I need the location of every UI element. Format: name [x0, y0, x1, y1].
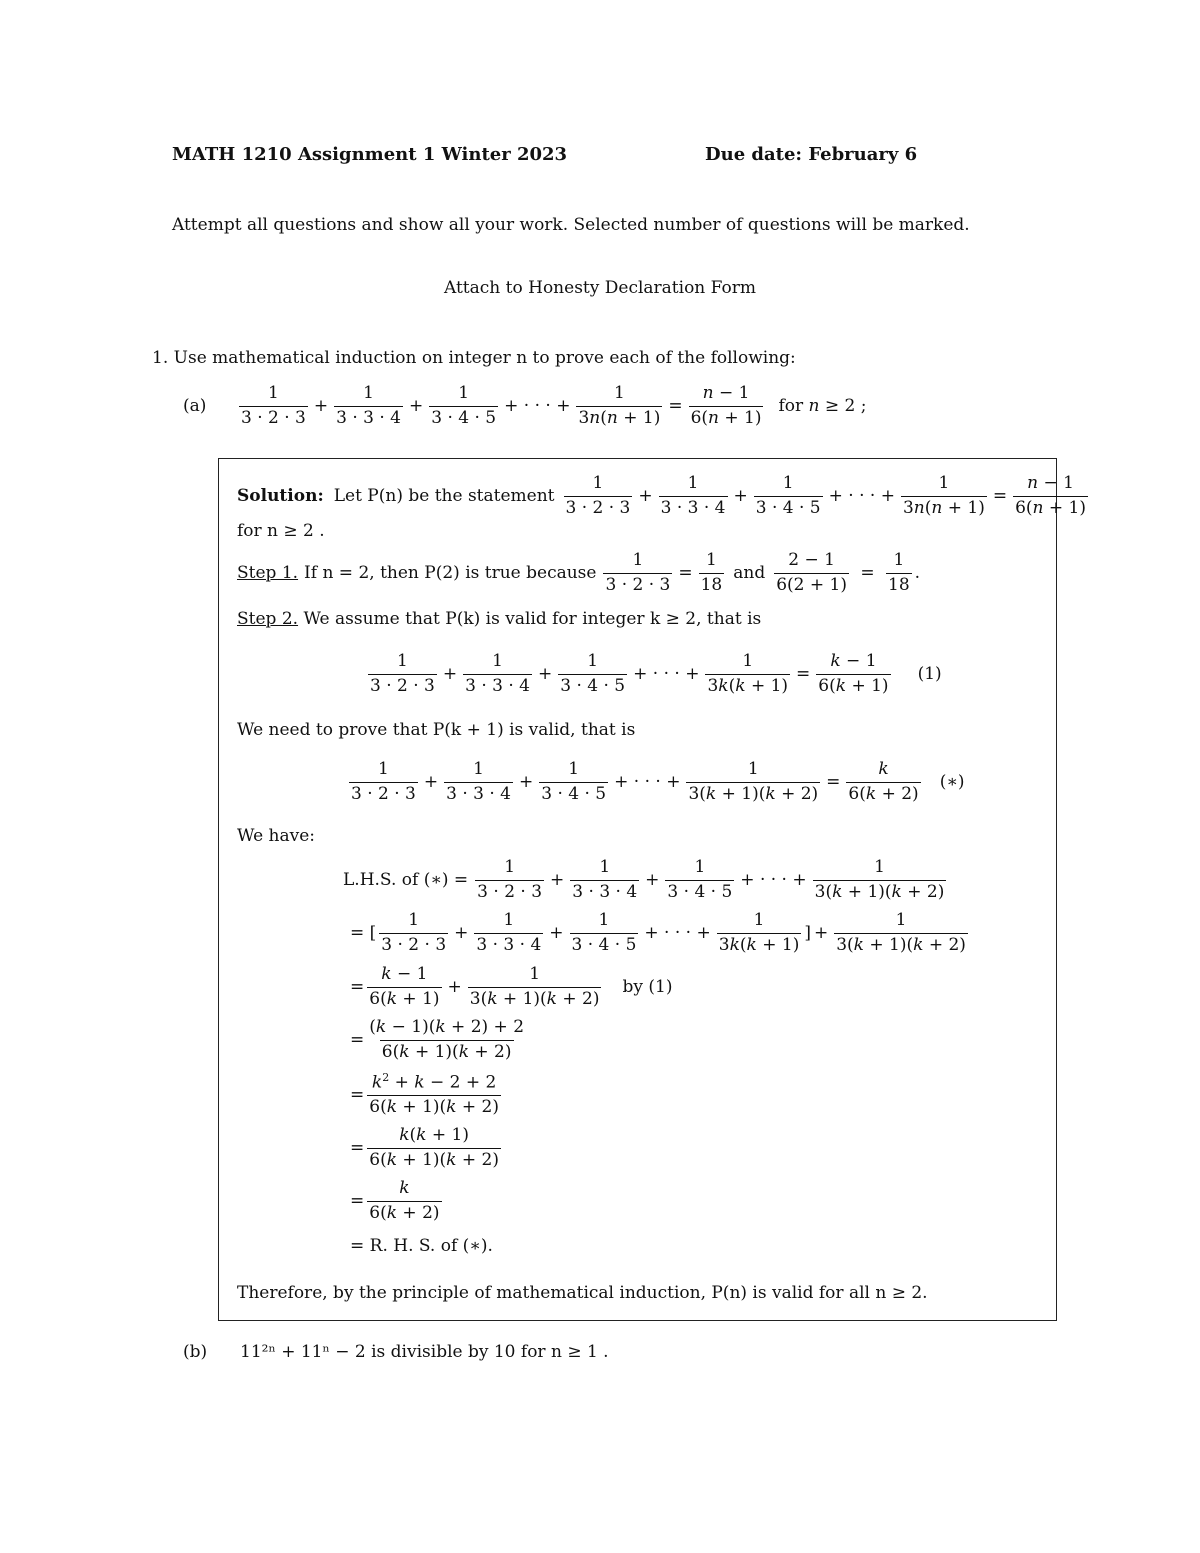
derivation-line-1: L.H.S. of (∗) = $\frac{1}{3 \cdot 2 \cdot 3}$ + $\frac{1}{3 \cdot 3 \cdot 4}$ + $\frac{1}{3 \cdot 4 \cdot 5}$ + · · · + $\frac{1}{3(k + 1)(k + 2)}$ — [343, 857, 945, 902]
step-2-label: Step 2. — [237, 609, 299, 629]
equation-1-tag: (1) — [917, 664, 942, 685]
solution-let-text: Let P(n) be the statement — [333, 486, 555, 507]
assignment-title: MATH 1210 Assignment 1 Winter 2023 — [172, 144, 568, 165]
we-have: We have: — [237, 826, 316, 846]
attach-note: Attach to Honesty Declaration Form — [444, 278, 757, 298]
rhs-end: = R. H. S. of (∗). — [350, 1236, 493, 1256]
lhs-label: L.H.S. of (∗) = — [343, 870, 469, 891]
frac-term-2: $\frac{1}{3 \cdot 3 \cdot 4}$ — [336, 383, 401, 428]
need-to-prove: We need to prove that P(k + 1) is valid, that is — [237, 720, 636, 740]
step-2 — [237, 609, 761, 629]
solution-label: Solution: — [237, 486, 324, 507]
equation-1: $\frac{1}{3 \cdot 2 \cdot 3}$ + $\frac{1}{3 \cdot 3 \cdot 4}$ + $\frac{1}{3 \cdot 4 \cdot 5}$ + · · · + $\frac{1}{3k(k + 1)}$ = $\frac{k - 1}{6(k + 1)}$ (1) — [370, 651, 942, 696]
part-b-text: 11²ⁿ + 11ⁿ − 2 is divisible by 10 for n ≥ 1 . — [240, 1342, 609, 1362]
due-date: Due date: February 6 — [705, 144, 918, 165]
step-1-label: Step 1. — [237, 563, 299, 584]
question-number: 1. — [152, 348, 169, 368]
step-1: Step 1. If n = 2, then P(2) is true because $\frac{1}{3 \cdot 2 \cdot 3}$ = $\frac{1}{18}$ and $\frac{2 - 1}{6(2 + 1)}$ = $\frac{1}{18}$ . — [237, 550, 921, 595]
by-1: by (1) — [622, 977, 673, 998]
frac-term-1: $\frac{1}{3 \cdot 2 \cdot 3}$ — [241, 383, 306, 428]
equation-star: $\frac{1}{3 \cdot 2 \cdot 3}$ + $\frac{1}{3 \cdot 3 \cdot 4}$ + $\frac{1}{3 \cdot 4 \cdot 5}$ + · · · + $\frac{1}{3(k + 1)(k + 2)}$ = $\frac{k}{6(k + 2)}$ (∗) — [351, 759, 965, 804]
derivation-line-3: = $\frac{k - 1}{6(k + 1)}$ + $\frac{1}{3(k + 1)(k + 2)}$ by (1) — [350, 964, 673, 1009]
solution-statement: Solution: Let P(n) be the statement $\frac{1}{3 \cdot 2 \cdot 3}$ + $\frac{1}{3 \cdot 3 \cdot 4}$ + $\frac{1}{3 \cdot 4 \cdot 5}$ + · · · + $\frac{1}{3n(n + 1)}$ = $\frac{n - 1}{6(n + 1)}$ — [237, 473, 1086, 518]
part-b-label: (b) — [183, 1342, 208, 1362]
derivation-line-6: = $\frac{k(k + 1)}{6(k + 1)(k + 2)}$ — [350, 1125, 499, 1170]
derivation-line-2: = [ $\frac{1}{3 \cdot 2 \cdot 3}$ + $\frac{1}{3 \cdot 3 \cdot 4}$ + $\frac{1}{3 \cdot 4 \cdot 5}$ + · · · + $\frac{1}{3k(k + 1)}$ ] + $\frac{1}{3(k + 1)(k + 2)}$ — [350, 910, 966, 955]
derivation-line-5: = $\frac{k^2 + k - 2 + 2}{6(k + 1)(k + 2)}$ — [350, 1071, 499, 1118]
derivation-line-7: = $\frac{k}{6(k + 2)}$ — [350, 1178, 440, 1223]
instructions: Attempt all questions and show all your work. Selected number of questions will be marked. — [172, 215, 970, 235]
step-2-text: We assume that P(k) is valid for integer k ≥ 2, that is — [303, 609, 762, 629]
question-1-intro — [152, 348, 796, 368]
step-1-text: If n = 2, then P(2) is true because — [304, 563, 597, 584]
frac-rhs: $\frac{n - 1}{6(n + 1)}$ — [690, 383, 762, 428]
part-a-label: (a) — [183, 396, 207, 416]
conclusion: Therefore, by the principle of mathematical induction, P(n) is valid for all n ≥ 2. — [237, 1283, 928, 1303]
derivation-line-4: = $\frac{(k - 1)(k + 2) + 2}{6(k + 1)(k + 2)}$ — [350, 1017, 525, 1062]
step-1-and: and — [733, 563, 766, 584]
part-a-equation: $\frac{1}{3 \cdot 2 \cdot 3}$ + $\frac{1}{3 \cdot 3 \cdot 4}$ + $\frac{1}{3 \cdot 4 \cdot 5}$ + · · · + $\frac{1}{3n(n + 1)}$ = $\frac{n - 1}{6(n + 1)}$ for n ≥ 2 ; — [241, 383, 867, 428]
question-text: Use mathematical induction on integer n to prove each of the following: — [173, 348, 796, 368]
frac-term-3: $\frac{1}{3 \cdot 4 \cdot 5}$ — [431, 383, 497, 428]
solution-for-text: for n ≥ 2 . — [237, 521, 325, 541]
equation-star-tag: (∗) — [939, 772, 965, 793]
frac-term-n: $\frac{1}{3n(n + 1)}$ — [578, 383, 661, 428]
